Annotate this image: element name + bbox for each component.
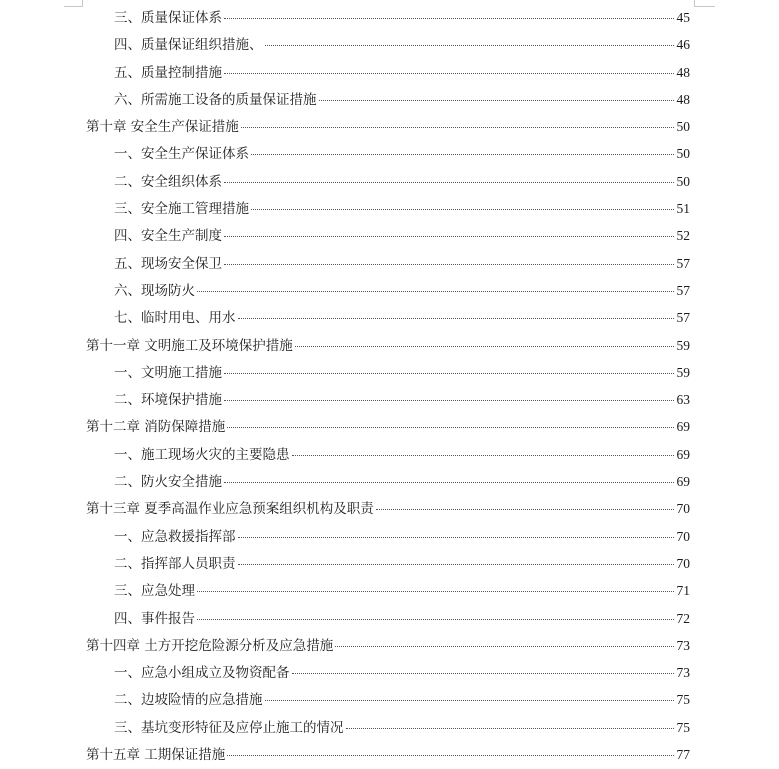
toc-dot-leader xyxy=(376,509,674,510)
toc-dot-leader xyxy=(251,154,674,155)
toc-section-entry[interactable] xyxy=(86,277,690,304)
toc-page-number: 70 xyxy=(676,528,690,544)
toc-section-entry[interactable] xyxy=(86,523,690,550)
toc-dot-leader xyxy=(224,182,674,183)
table-of-contents xyxy=(86,4,690,768)
toc-entry-title: 二、指挥部人员职责 xyxy=(114,555,236,572)
toc-section-entry[interactable] xyxy=(86,659,690,686)
toc-entry-title: 三、基坑变形特征及应停止施工的情况 xyxy=(114,719,344,736)
toc-page-number: 63 xyxy=(676,392,690,408)
toc-page-number: 45 xyxy=(676,10,690,25)
toc-section-entry[interactable] xyxy=(86,168,690,195)
toc-dot-leader xyxy=(227,427,674,428)
toc-dot-leader xyxy=(295,346,674,347)
toc-section-entry[interactable] xyxy=(86,577,690,604)
toc-section-entry[interactable] xyxy=(86,714,690,741)
toc-dot-leader xyxy=(292,455,675,456)
toc-page-number: 69 xyxy=(676,419,690,435)
toc-entry-title: 第十二章 消防保障措施 xyxy=(86,419,226,436)
toc-dot-leader xyxy=(251,209,674,210)
toc-dot-leader xyxy=(319,100,675,101)
toc-entry-title: 第十四章 土方开挖危险源分析及应急措施 xyxy=(86,637,334,654)
toc-page-number: 52 xyxy=(676,228,690,244)
toc-dot-leader xyxy=(241,127,674,128)
toc-dot-leader xyxy=(335,646,674,647)
toc-dot-leader xyxy=(197,291,674,292)
toc-dot-leader xyxy=(224,236,674,237)
toc-entry-title: 一、安全生产保证体系 xyxy=(114,146,249,163)
toc-page-number: 77 xyxy=(676,747,690,763)
toc-page-number: 73 xyxy=(676,637,690,653)
toc-page-number: 71 xyxy=(676,583,690,599)
toc-section-entry[interactable] xyxy=(86,59,690,86)
toc-section-entry[interactable] xyxy=(86,222,690,249)
toc-entry-title: 二、安全组织体系 xyxy=(114,173,222,190)
toc-entry-title: 第十五章 工期保证措施 xyxy=(86,747,226,764)
toc-section-entry[interactable] xyxy=(86,304,690,331)
toc-entry-title: 第十三章 夏季高温作业应急预案组织机构及职责 xyxy=(86,501,374,518)
toc-page-number: 57 xyxy=(676,282,690,298)
toc-page-number: 72 xyxy=(676,610,690,626)
toc-entry-title: 一、施工现场火灾的主要隐患 xyxy=(114,446,290,463)
toc-entry-title: 三、质量保证体系 xyxy=(114,10,222,26)
toc-page-number: 73 xyxy=(676,665,690,681)
toc-page-number: 48 xyxy=(676,91,690,107)
toc-dot-leader xyxy=(224,482,674,483)
toc-entry-title: 四、事件报告 xyxy=(114,610,195,627)
toc-entry-title: 七、临时用电、用水 xyxy=(114,310,236,327)
toc-page-number: 75 xyxy=(676,692,690,708)
toc-dot-leader xyxy=(224,264,674,265)
toc-section-entry[interactable] xyxy=(86,441,690,468)
toc-entry-title: 二、防火安全措施 xyxy=(114,474,222,491)
toc-page-number: 59 xyxy=(676,364,690,380)
toc-section-entry[interactable] xyxy=(86,605,690,632)
toc-page-number: 50 xyxy=(676,173,690,189)
toc-entry-title: 四、质量保证组织措施、 xyxy=(114,37,263,54)
toc-dot-leader xyxy=(224,18,674,19)
toc-entry-title: 三、应急处理 xyxy=(114,583,195,600)
toc-entry-title: 一、应急救援指挥部 xyxy=(114,528,236,545)
page-corner-mark-right xyxy=(694,0,715,7)
toc-section-entry[interactable] xyxy=(86,4,690,31)
toc-dot-leader xyxy=(224,73,674,74)
toc-section-entry[interactable] xyxy=(86,140,690,167)
toc-chapter-entry[interactable] xyxy=(86,113,690,140)
toc-entry-title: 二、边坡险情的应急措施 xyxy=(114,692,263,709)
toc-dot-leader xyxy=(197,619,674,620)
toc-chapter-entry[interactable] xyxy=(86,413,690,440)
toc-chapter-entry[interactable] xyxy=(86,495,690,522)
toc-page-number: 57 xyxy=(676,310,690,326)
toc-dot-leader xyxy=(224,373,674,374)
toc-section-entry[interactable] xyxy=(86,86,690,113)
toc-chapter-entry[interactable] xyxy=(86,741,690,768)
toc-page-number: 51 xyxy=(676,201,690,217)
toc-dot-leader xyxy=(227,755,674,756)
toc-entry-title: 六、所需施工设备的质量保证措施 xyxy=(114,91,317,108)
toc-dot-leader xyxy=(238,537,675,538)
toc-dot-leader xyxy=(292,673,675,674)
toc-entry-title: 一、文明施工措施 xyxy=(114,364,222,381)
toc-chapter-entry[interactable] xyxy=(86,632,690,659)
toc-section-entry[interactable] xyxy=(86,686,690,713)
toc-entry-title: 五、现场安全保卫 xyxy=(114,255,222,272)
toc-page-number: 75 xyxy=(676,719,690,735)
toc-section-entry[interactable] xyxy=(86,468,690,495)
toc-entry-title: 一、应急小组成立及物资配备 xyxy=(114,665,290,682)
toc-entry-title: 第十一章 文明施工及环境保护措施 xyxy=(86,337,293,354)
toc-page-number: 70 xyxy=(676,555,690,571)
toc-entry-title: 第十章 安全生产保证措施 xyxy=(86,119,239,136)
toc-entry-title: 五、质量控制措施 xyxy=(114,64,222,81)
toc-page-number: 59 xyxy=(676,337,690,353)
toc-page-number: 48 xyxy=(676,64,690,80)
toc-page-number: 57 xyxy=(676,255,690,271)
toc-section-entry[interactable] xyxy=(86,195,690,222)
toc-chapter-entry[interactable] xyxy=(86,332,690,359)
toc-page-number: 50 xyxy=(676,146,690,162)
toc-page-number: 46 xyxy=(676,37,690,53)
toc-dot-leader xyxy=(238,318,675,319)
toc-dot-leader xyxy=(346,728,675,729)
toc-section-entry[interactable] xyxy=(86,31,690,58)
toc-page-number: 69 xyxy=(676,474,690,490)
toc-page-number: 50 xyxy=(676,119,690,135)
toc-dot-leader xyxy=(197,591,674,592)
page-corner-mark-left xyxy=(64,0,83,7)
toc-entry-title: 二、环境保护措施 xyxy=(114,392,222,409)
toc-entry-title: 四、安全生产制度 xyxy=(114,228,222,245)
toc-section-entry[interactable] xyxy=(86,250,690,277)
toc-dot-leader xyxy=(265,700,675,701)
toc-section-entry[interactable] xyxy=(86,550,690,577)
toc-section-entry[interactable] xyxy=(86,359,690,386)
toc-dot-leader xyxy=(265,45,675,46)
toc-entry-title: 三、安全施工管理措施 xyxy=(114,201,249,218)
toc-section-entry[interactable] xyxy=(86,386,690,413)
toc-dot-leader xyxy=(224,400,674,401)
toc-entry-title: 六、现场防火 xyxy=(114,282,195,299)
toc-page-number: 69 xyxy=(676,446,690,462)
toc-page-number: 70 xyxy=(676,501,690,517)
toc-dot-leader xyxy=(238,564,675,565)
